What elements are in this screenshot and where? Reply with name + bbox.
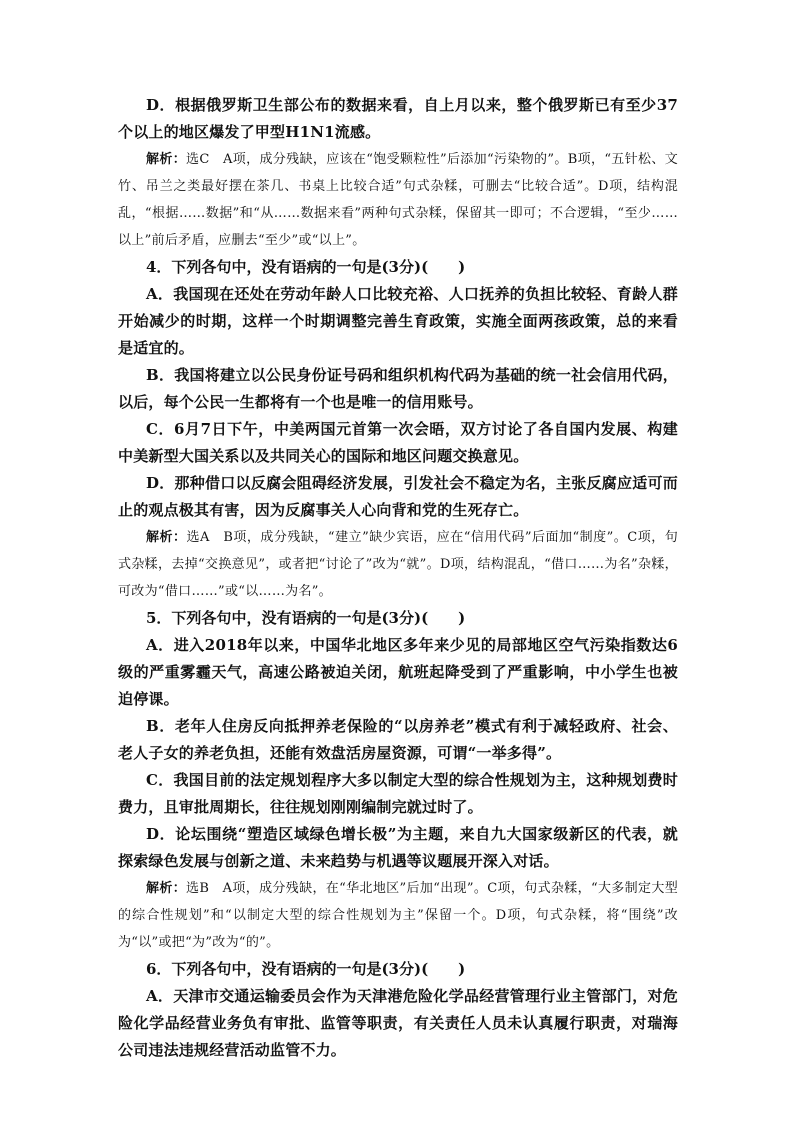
question-5: 5．下列各句中，没有语病的一句是(3分)( ) [146,609,466,627]
option-b-q5: B．老年人住房反向抵押养老保险的“以房养老”模式有利于减轻政府、社会、老人子女的养老负担，还能有效盘活房屋资源，可谓“一举多得”。 [118,717,678,762]
analysis-text: 选C A项，成分残缺，应该在“饱受颗粒性”后添加“污染物的”。B项，“五针松、文竹、吊兰之类最好摆在茶几、书桌上比较合适”句式杂糅，可删去“比较合适”。D项，结构混乱，“根据……数据”和“从……数据来看”两种句式杂糅，保留其一即可；不合逻辑，“至少……以上”前后矛盾，应删去“至少”或“以上”。 [118,152,678,248]
option-a-q4: A．我国现在还处在劳动年龄人口比较充裕、人口抚养的负担比较轻、育龄人群开始减少的时期，这样一个时期调整完善生育政策，实施全面两孩政策，总的来看是适宜的。 [118,285,678,357]
option-d-q5: D．论坛围绕“塑造区域绿色增长极”为主题，来自九大国家级新区的代表，就探索绿色发展与创新之道、未来趋势与机遇等议题展开深入对话。 [118,825,678,870]
analysis-q3 [118,146,678,254]
document-page [118,92,678,1064]
option-d-q3: D．根据俄罗斯卫生部公布的数据来看，自上月以来，整个俄罗斯已有至少37个以上的地区爆发了甲型H1N1流感。 [118,96,678,141]
option-a-q5: A．进入2018年以来，中国华北地区多年来少见的局部地区空气污染指数达6级的严重雾霾天气，高速公路被迫关闭，航班起降受到了严重影响，中小学生也被迫停课。 [118,636,678,708]
option-b-q4: B．我国将建立以公民身份证号码和组织机构代码为基础的统一社会信用代码，以后，每个公民一生都将有一个也是唯一的信用账号。 [118,366,678,411]
analysis-text: 选A B项，成分残缺，“建立”缺少宾语，应在“信用代码”后面加“制度”。C项，句式杂糅，去掉“交换意见”，或者把“讨论了”改为“就”。D项，结构混乱，“借口……为名”杂糅，可改为“借口……”或“以……为名”。 [118,530,678,599]
question-6: 6．下列各句中，没有语病的一句是(3分)( ) [146,960,466,978]
analysis-q5 [118,875,678,956]
analysis-label: 解析： [146,152,187,167]
option-a-q6: A．天津市交通运输委员会作为天津港危险化学品经营管理行业主管部门，对危险化学品经营业务负有审批、监管等职责，有关责任人员未认真履行职责，对瑞海公司违法违规经营活动监管不力。 [118,987,678,1059]
analysis-label: 解析： [146,530,187,545]
question-4: 4．下列各句中，没有语病的一句是(3分)( ) [146,258,466,276]
option-c-q5: C．我国目前的法定规划程序大多以制定大型的综合性规划为主，这种规划费时费力，且审批周期长，往往规划刚刚编制完就过时了。 [118,771,678,816]
option-d-q4: D．那种借口以反腐会阻碍经济发展，引发社会不稳定为名，主张反腐应适可而止的观点极其有害，因为反腐事关人心向背和党的生死存亡。 [118,474,678,519]
analysis-text: 选B A项，成分残缺，在“华北地区”后加“出现”。C项，句式杂糅，“大多制定大型的综合性规划”和“以制定大型的综合性规划为主”保留一个。D项，句式杂糅，将“围绕”改为“以”或把“为”改为“的”。 [118,881,678,950]
analysis-q4 [118,524,678,605]
option-c-q4: C．6月7日下午，中美两国元首第一次会晤，双方讨论了各自国内发展、构建中美新型大国关系以及共同关心的国际和地区问题交换意见。 [118,420,678,465]
analysis-label: 解析： [146,881,187,896]
